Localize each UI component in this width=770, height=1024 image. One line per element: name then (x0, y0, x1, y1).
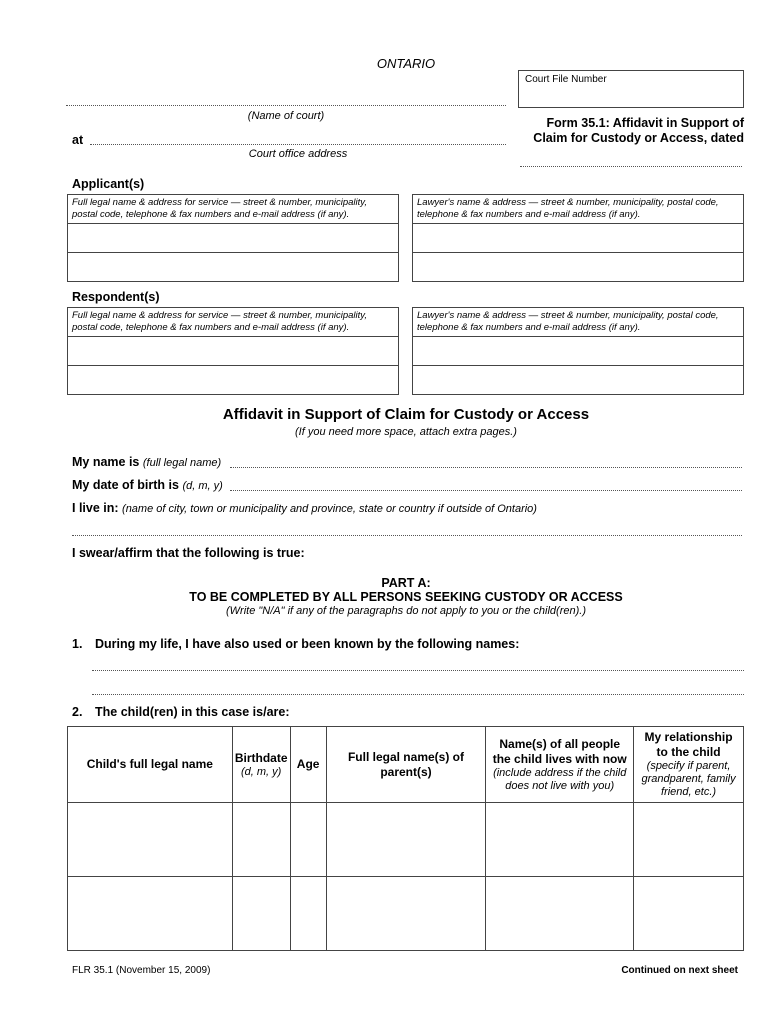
applicant-lawyer-field-2[interactable] (412, 252, 744, 282)
applicant-lawyer-hint-cell (412, 194, 744, 224)
live-field[interactable] (72, 535, 742, 536)
child-lives-with-cell[interactable] (486, 803, 634, 877)
respondent-hint-cell (67, 307, 399, 337)
child-age-cell[interactable] (290, 877, 326, 951)
table-row (68, 877, 744, 951)
applicant-name-field-1[interactable] (67, 223, 399, 253)
applicants-heading: Applicant(s) (72, 177, 145, 191)
at-label: at (72, 133, 84, 147)
affidavit-title: Affidavit in Support of Claim for Custody or Access (222, 406, 590, 423)
other-names-field-2[interactable] (92, 694, 744, 695)
col-birthdate-header: Birthdate (d, m, y) (232, 727, 290, 803)
child-age-cell[interactable] (290, 803, 326, 877)
col-child-name-header: Child's full legal name (68, 727, 233, 803)
live-row (72, 501, 537, 515)
dob-hint: (d, m, y) (182, 480, 223, 492)
dob-label: My date of birth is (72, 478, 179, 492)
court-office-address-label: Court office address (248, 148, 348, 160)
name-label: My name is (72, 455, 140, 469)
court-file-number-label: Court File Number (525, 74, 607, 85)
part-a-subtitle: TO BE COMPLETED BY ALL PERSONS SEEKING CUSTODY OR ACCESS (189, 590, 623, 604)
child-parents-cell[interactable] (326, 803, 486, 877)
child-lives-with-cell[interactable] (486, 877, 634, 951)
col-relationship-header: My relationship to the child (specify if parent, grandparent, family friend, etc.) (634, 727, 744, 803)
child-relationship-cell[interactable] (634, 877, 744, 951)
name-of-court-label: (Name of court) (247, 110, 325, 122)
child-relationship-cell[interactable] (634, 803, 744, 877)
form-title-line1: Form 35.1: Affidavit in Support of (546, 116, 744, 130)
applicant-hint-line1: Full legal name & address for service — street & number, municipality, (72, 197, 367, 208)
respondent-lawyer-hint-line2: telephone & fax numbers and e-mail address (if any). (417, 322, 641, 333)
child-name-cell[interactable] (68, 877, 233, 951)
respondent-lawyer-hint-line1: Lawyer's name & address — street & number, municipality, postal code, (417, 310, 719, 321)
q1-number: 1. (72, 637, 83, 651)
applicant-lawyer-field-1[interactable] (412, 223, 744, 253)
name-hint: (full legal name) (142, 457, 222, 469)
affidavit-subtitle: (If you need more space, attach extra pages.) (295, 426, 517, 438)
applicant-hint-line2: postal code, telephone & fax numbers and e-mail address (if any). (72, 209, 350, 220)
child-name-cell[interactable] (68, 803, 233, 877)
respondent-lawyer-field-2[interactable] (412, 365, 744, 395)
part-a-note: (Write "N/A" if any of the paragraphs do not apply to you or the child(ren).) (226, 605, 586, 617)
col-lives-with-header: Name(s) of all people the child lives with now (include address if the child does not live with you) (486, 727, 634, 803)
q2-number: 2. (72, 705, 83, 719)
name-field[interactable] (230, 467, 742, 468)
respondent-lawyer-hint-cell (412, 307, 744, 337)
name-row (72, 455, 221, 469)
applicant-name-field-2[interactable] (67, 252, 399, 282)
children-table-header (68, 727, 744, 803)
table-row (68, 803, 744, 877)
footer-continued: Continued on next sheet (621, 965, 738, 976)
q2-text: The child(ren) in this case is/are: (95, 705, 290, 719)
court-file-number-box[interactable] (518, 70, 744, 108)
dob-row (72, 478, 223, 492)
form-title-line2: Claim for Custody or Access, dated (533, 131, 744, 145)
child-birthdate-cell[interactable] (232, 803, 290, 877)
other-names-field-1[interactable] (92, 670, 744, 671)
court-office-address-field[interactable] (90, 144, 506, 145)
col-parents-header: Full legal name(s) of parent(s) (326, 727, 486, 803)
respondents-heading: Respondent(s) (72, 290, 160, 304)
applicant-lawyer-hint-line1: Lawyer's name & address — street & number, municipality, postal code, (417, 197, 719, 208)
respondent-name-field-1[interactable] (67, 336, 399, 366)
swear-text: I swear/affirm that the following is true: (72, 546, 305, 560)
part-a-title: PART A: (381, 576, 431, 590)
name-of-court-field[interactable] (66, 105, 506, 106)
respondent-hint-line1: Full legal name & address for service — street & number, municipality, (72, 310, 367, 321)
respondent-hint-line2: postal code, telephone & fax numbers and e-mail address (if any). (72, 322, 350, 333)
child-parents-cell[interactable] (326, 877, 486, 951)
form-date-field[interactable] (520, 166, 742, 167)
dob-field[interactable] (230, 490, 742, 491)
respondent-name-field-2[interactable] (67, 365, 399, 395)
applicant-hint-cell (67, 194, 399, 224)
child-birthdate-cell[interactable] (232, 877, 290, 951)
applicant-lawyer-hint-line2: telephone & fax numbers and e-mail address (if any). (417, 209, 641, 220)
province-title: ONTARIO (376, 56, 436, 71)
respondent-lawyer-field-1[interactable] (412, 336, 744, 366)
live-label: I live in: (72, 501, 119, 515)
footer-form-id: FLR 35.1 (November 15, 2009) (72, 965, 211, 976)
q1-text: During my life, I have also used or been known by the following names: (95, 637, 520, 651)
col-age-header: Age (290, 727, 326, 803)
live-hint: (name of city, town or municipality and province, state or country if outside of Ontario) (122, 503, 537, 515)
children-table (67, 726, 744, 951)
